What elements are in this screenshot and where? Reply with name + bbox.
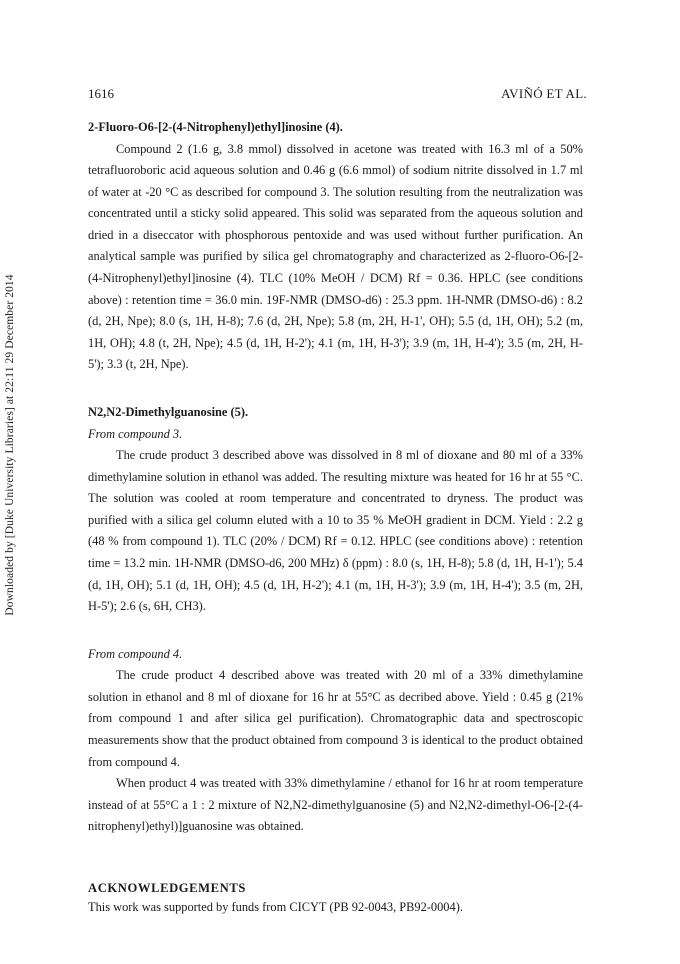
subheading-from-compound-3: From compound 3. — [88, 426, 183, 441]
subheading-from-compound-4: From compound 4. — [88, 646, 183, 661]
acknowledgements-text: This work was supported by funds from CICYT (PB 92-0043, PB92-0004). — [88, 900, 463, 915]
download-watermark — [2, 210, 18, 680]
download-watermark-text: Downloaded by [Duke University Libraries] at 22:11 29 December 2014 — [4, 274, 16, 616]
article-body — [88, 117, 583, 918]
section-title-fluoro-inosine: 2-Fluoro-O6-[2-(4-Nitrophenyl)ethyl]inosine (4). — [88, 120, 343, 134]
section-title-dimethylguanosine: N2,N2-Dimethylguanosine (5). — [88, 404, 249, 419]
running-head-authors: AVIÑÓ ET AL. — [501, 86, 587, 101]
page-number: 1616 — [88, 86, 114, 101]
paragraph-from-compound-4: The crude product 4 described above was treated with 20 ml of a 33% dimethylamine solution in ethanol and 8 ml of dioxane for 16 hr at 55°C as decribed above. Yield : 0.45 g (21% from compound 1 and after silica gel purification). Chromatographic data and spectroscopic measurements show that the product obtained from compound 3 is identical to the product obtained from compound 4. — [88, 668, 583, 769]
paragraph-fluoro-inosine: Compound 2 (1.6 g, 3.8 mmol) dissolved in acetone was treated with 16.3 ml of a 50% tetrafluoroboric acid aqueous solution and 0.46 g (6.6 mmol) of sodium nitrite dissolved in 1.7 ml of water at -20 °C as described for compound 3. The solution resulting from the neutralization was concentrated until a sticky solid appeared. This solid was separated from the aqueous solution and dried in a diseccator with phosphorous pentoxide and was used without further purification. An analytical sample was purified by silica gel chromatography and characterized as 2-fluoro-O6-[2-(4-Nitrophenyl)ethyl]inosine (4). TLC (10% MeOH / DCM) Rf = 0.36. HPLC (see conditions above) : retention time = 36.0 min. 19F-NMR (DMSO-d6) : 25.3 ppm. 1H-NMR (DMSO-d6) : 8.2 (d, 2H, Npe); 8.0 (s, 1H, H-8); 7.6 (d, 2H, Npe); 5.8 (m, 2H, H-1', OH); 5.5 (d, 1H, OH); 5.2 (m, 1H, OH); 4.8 (t, 2H, Npe); 4.5 (d, 1H, H-2'); 4.1 (m, 1H, H-3'); 3.9 (m, 1H, H-4'); 3.5 (m, 2H, H-5'); 3.3 (t, 2H, Npe). — [88, 141, 583, 372]
paragraph-from-compound-3: The crude product 3 described above was dissolved in 8 ml of dioxane and 80 ml of a 33% dimethylamine solution in ethanol was added. The resulting mixture was heated for 16 hr at 55 °C. The solution was cooled at room temperature and concentrated to dryness. The product was purified with a silica gel column eluted with a 10 to 35 % MeOH gradient in DCM. Yield : 2.2 g (48 % from compound 1). TLC (20% / DCM) Rf = 0.12. HPLC (see conditions above) : retention time = 13.2 min. 1H-NMR (DMSO-d6, 200 MHz) δ (ppm) : 8.0 (s, 1H, H-8); 5.8 (d, 1H, H-1'); 5.4 (d, 1H, OH); 5.1 (d, 1H, OH); 4.5 (d, 1H, H-2'); 4.1 (m, 1H, H-3'); 3.9 (m, 1H, H-4'); 3.5 (m, 2H, H-5'); 2.6 (s, 6H, CH3). — [88, 448, 583, 614]
acknowledgements-title: ACKNOWLEDGEMENTS — [88, 880, 246, 895]
paragraph-room-temperature: When product 4 was treated with 33% dimethylamine / ethanol for 16 hr at room temperature instead of at 55°C a 1 : 2 mixture of N2,N2-dimethylguanosine (5) and N2,N2-dimethyl-O6-[2-(4-nitrophenyl)ethyl)]guanosine was obtained. — [88, 776, 583, 834]
